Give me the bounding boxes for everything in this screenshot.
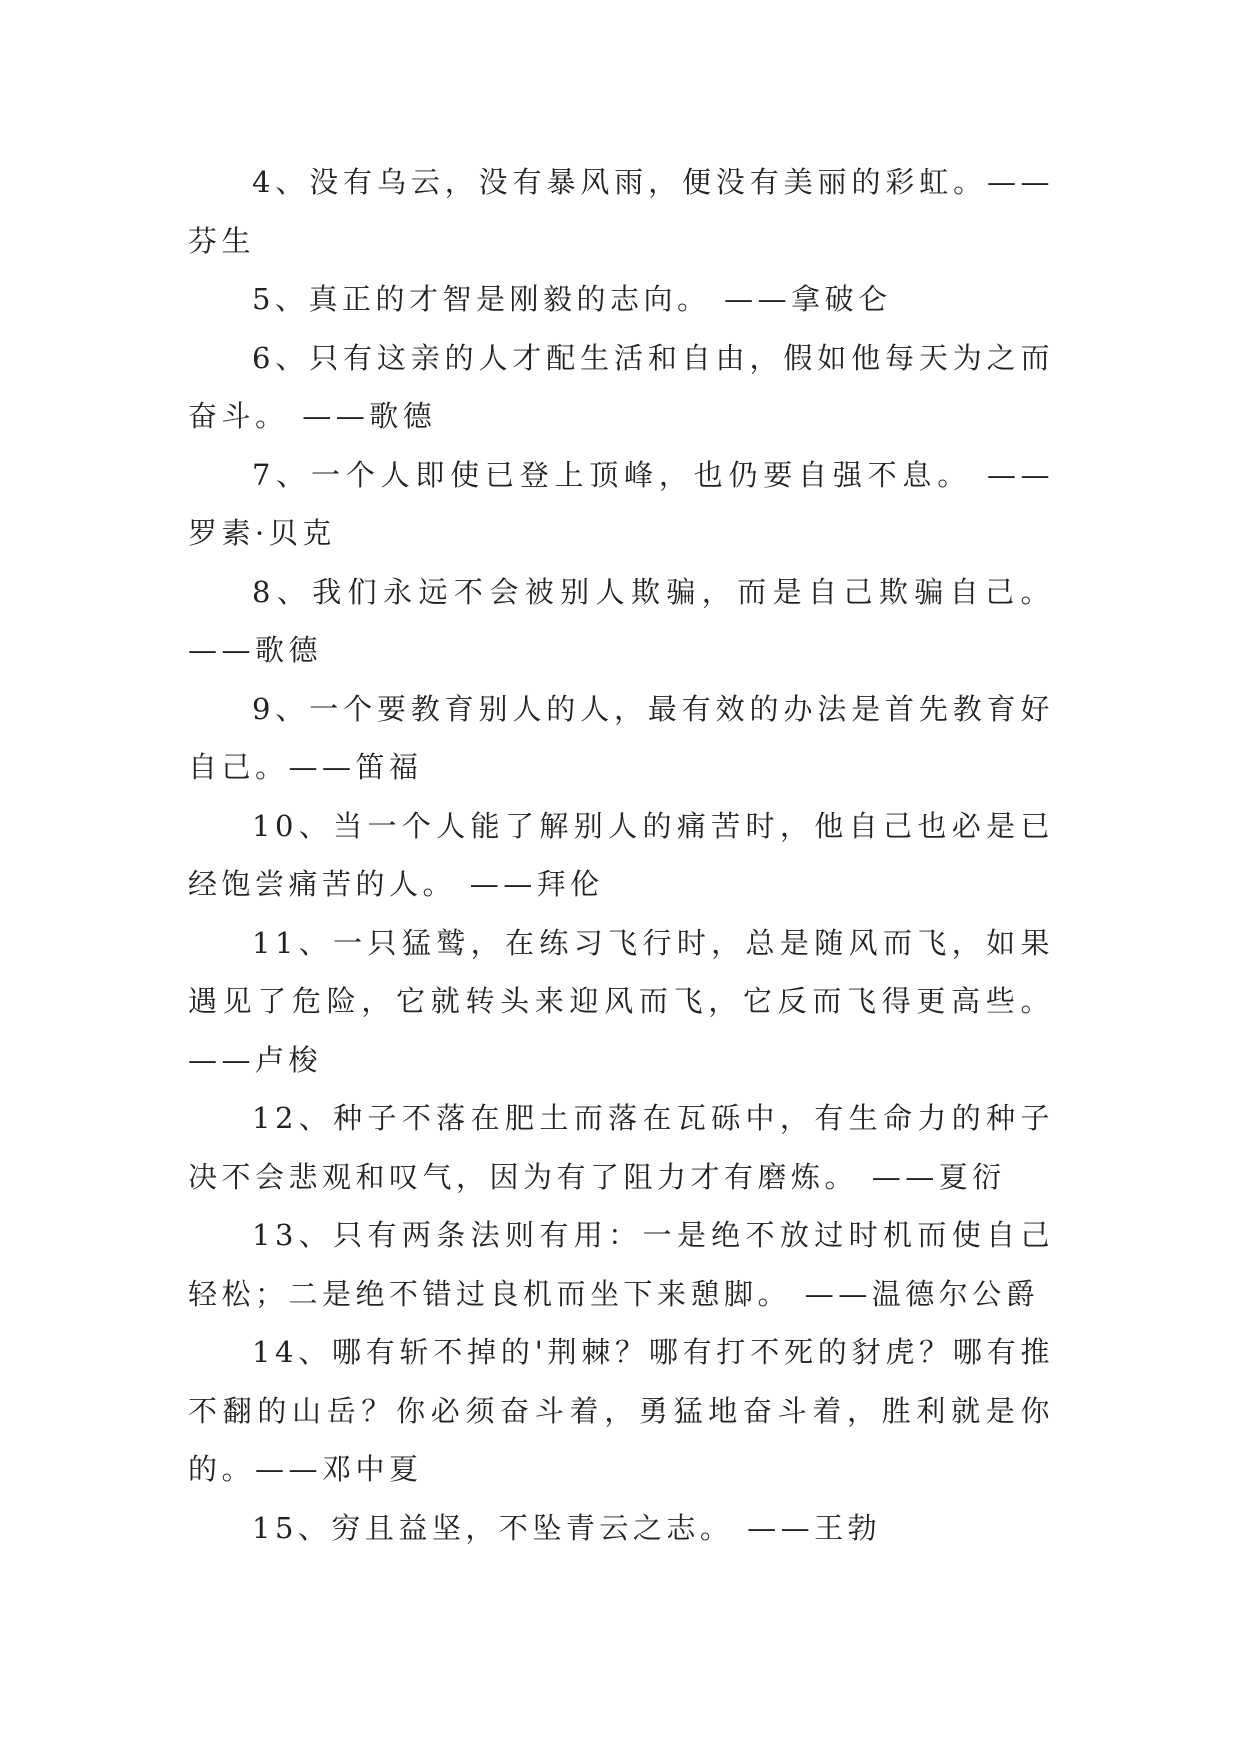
quote-paragraph: 8、我们永远不会被别人欺骗，而是自己欺骗自己。——歌德 bbox=[188, 574, 1054, 667]
quote-paragraph: 6、只有这亲的人才配生活和自由，假如他每天为之而奋斗。 ——歌德 bbox=[188, 340, 1054, 433]
quote-paragraph: 13、只有两条法则有用：一是绝不放过时机而使自己轻松；二是绝不错过良机而坐下来憩脚。 ——温德尔公爵 bbox=[188, 1218, 1054, 1311]
quote-paragraph: 12、种子不落在肥土而落在瓦砾中，有生命力的种子决不会悲观和叹气，因为有了阻力才有磨炼。 ——夏衍 bbox=[188, 1101, 1054, 1194]
quote-paragraph: 11、一只猛鹫，在练习飞行时，总是随风而飞，如果遇见了危险，它就转头来迎风而飞，它反而飞得更高些。 ——卢梭 bbox=[188, 925, 1054, 1077]
quote-paragraph: 10、当一个人能了解别人的痛苦时，他自己也必是已经饱尝痛苦的人。 ——拜伦 bbox=[188, 808, 1054, 901]
quote-paragraph: 7、一个人即使已登上顶峰，也仍要自强不息。 ——罗素·贝克 bbox=[188, 457, 1054, 550]
quote-paragraph: 15、穷且益坚，不坠青云之志。 ——王勃 bbox=[252, 1510, 882, 1545]
quote-paragraph: 9、一个要教育别人的人，最有效的办法是首先教育好自己。——笛福 bbox=[188, 691, 1054, 784]
document-body bbox=[188, 153, 1054, 1557]
quote-paragraph: 5、真正的才智是刚毅的志向。 ——拿破仑 bbox=[252, 282, 892, 316]
quote-paragraph: 4、没有乌云，没有暴风雨，便没有美丽的彩虹。——芬生 bbox=[188, 165, 1054, 258]
quote-paragraph: 14、哪有斩不掉的'荆棘？哪有打不死的豺虎？哪有推不翻的山岳？你必须奋斗着，勇猛地奋斗着，胜利就是你的。——邓中夏 bbox=[188, 1335, 1054, 1486]
